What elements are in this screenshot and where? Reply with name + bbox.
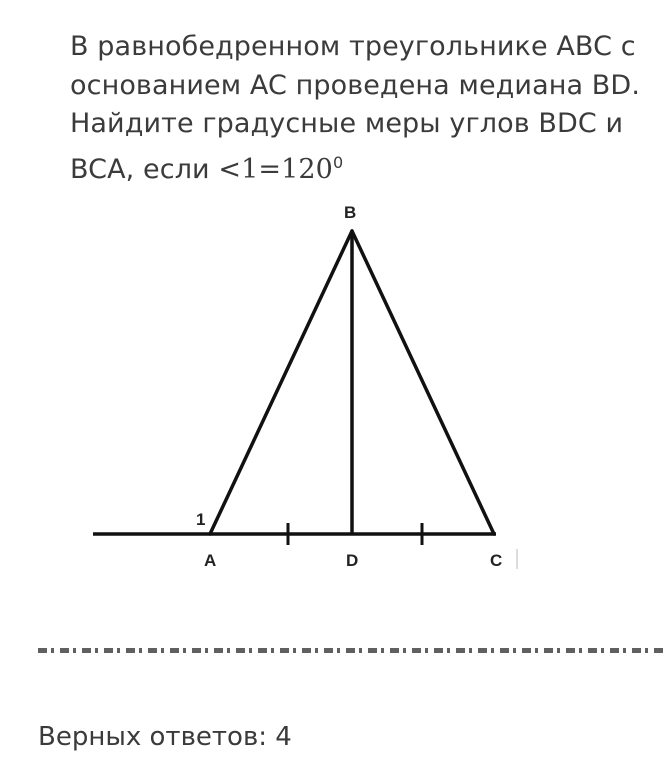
label-c: C — [490, 551, 503, 570]
problem-line-3: Найдите градусные меры углов BDC и — [70, 108, 624, 139]
dotted-divider — [38, 648, 667, 653]
correct-answers-count: Верных ответов: 4 — [38, 722, 292, 752]
side-bc — [352, 231, 494, 534]
problem-line-1: В равнобедренном треугольнике ABC с — [70, 31, 636, 62]
label-b: B — [344, 203, 357, 222]
side-ab — [210, 231, 352, 534]
label-d: D — [346, 551, 359, 570]
label-a: A — [204, 551, 217, 570]
problem-line-2: основанием AC проведена медиана BD. — [70, 69, 640, 101]
problem-statement — [70, 28, 650, 189]
problem-line-4-text: BCA, если < — [70, 153, 242, 185]
problem-line-4 — [70, 144, 650, 190]
angle-condition: 1=120 — [241, 153, 333, 185]
triangle-figure — [0, 195, 667, 585]
degree-sign: 0 — [332, 152, 344, 172]
label-angle-1: 1 — [196, 510, 206, 529]
